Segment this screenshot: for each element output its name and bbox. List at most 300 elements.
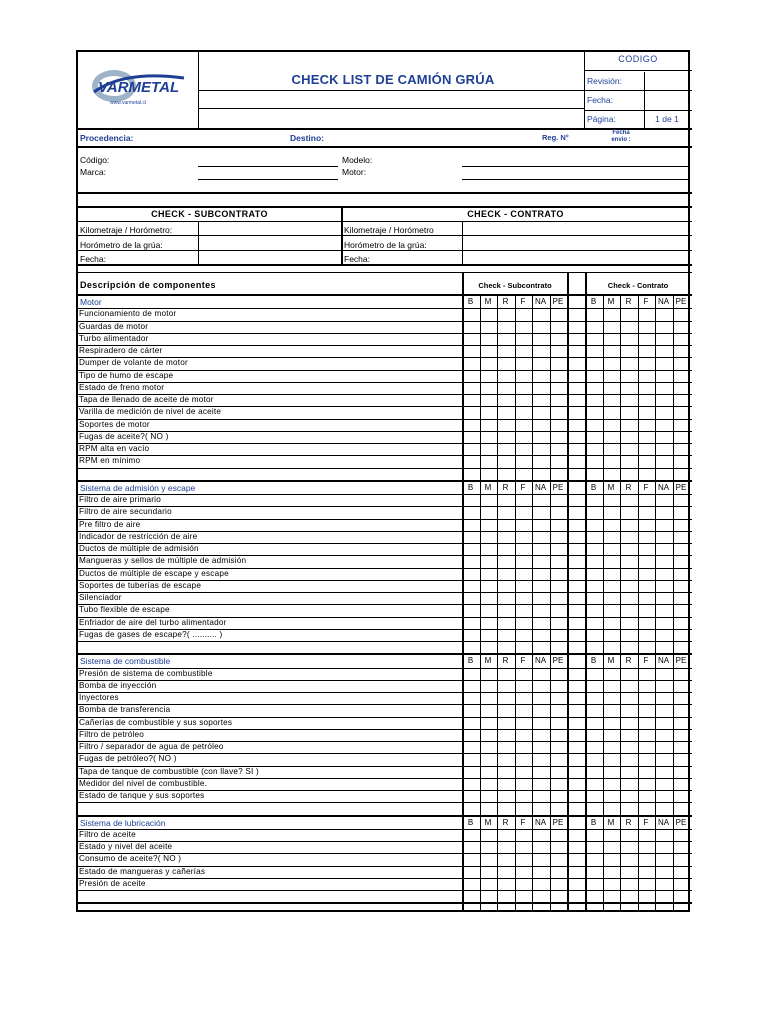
check-cell-contrato[interactable]: [604, 469, 620, 479]
check-cell-subcontrato[interactable]: [498, 742, 514, 752]
check-cell-contrato[interactable]: [604, 842, 620, 852]
check-cell-contrato[interactable]: [604, 669, 620, 679]
check-cell-subcontrato[interactable]: [481, 779, 497, 789]
check-cell-subcontrato[interactable]: [498, 569, 514, 579]
check-cell-subcontrato[interactable]: [551, 830, 567, 840]
check-cell-contrato[interactable]: [639, 681, 655, 691]
check-cell-contrato[interactable]: [621, 371, 637, 381]
check-cell-contrato[interactable]: [586, 867, 602, 877]
check-cell-contrato[interactable]: [656, 842, 672, 852]
check-cell-subcontrato[interactable]: [498, 642, 514, 652]
check-cell-subcontrato[interactable]: [533, 456, 549, 466]
check-cell-contrato[interactable]: [656, 383, 672, 393]
check-cell-contrato[interactable]: [621, 544, 637, 554]
check-cell-contrato[interactable]: [586, 730, 602, 740]
check-cell-contrato[interactable]: [656, 593, 672, 603]
check-cell-subcontrato[interactable]: [498, 358, 514, 368]
check-cell-subcontrato[interactable]: [551, 371, 567, 381]
check-cell-contrato[interactable]: [586, 383, 602, 393]
check-cell-contrato[interactable]: [656, 830, 672, 840]
check-cell-contrato[interactable]: [621, 879, 637, 889]
check-cell-subcontrato[interactable]: [516, 309, 532, 319]
check-cell-contrato[interactable]: [674, 618, 690, 628]
check-cell-subcontrato[interactable]: [533, 532, 549, 542]
check-cell-subcontrato[interactable]: [463, 642, 479, 652]
check-cell-subcontrato[interactable]: [498, 842, 514, 852]
check-cell-subcontrato[interactable]: [481, 371, 497, 381]
check-cell-subcontrato[interactable]: [498, 407, 514, 417]
check-cell-contrato[interactable]: [586, 407, 602, 417]
check-cell-contrato[interactable]: [639, 767, 655, 777]
check-cell-subcontrato[interactable]: [481, 532, 497, 542]
check-cell-subcontrato[interactable]: [533, 681, 549, 691]
check-cell-subcontrato[interactable]: [516, 879, 532, 889]
check-cell-contrato[interactable]: [586, 520, 602, 530]
check-cell-subcontrato[interactable]: [533, 507, 549, 517]
check-cell-contrato[interactable]: [674, 581, 690, 591]
check-cell-contrato[interactable]: [621, 309, 637, 319]
check-cell-subcontrato[interactable]: [481, 346, 497, 356]
check-cell-subcontrato[interactable]: [533, 322, 549, 332]
check-cell-subcontrato[interactable]: [516, 842, 532, 852]
check-cell-subcontrato[interactable]: [551, 544, 567, 554]
check-cell-subcontrato[interactable]: [498, 767, 514, 777]
check-cell-subcontrato[interactable]: [516, 334, 532, 344]
check-cell-contrato[interactable]: [586, 879, 602, 889]
check-cell-contrato[interactable]: [639, 581, 655, 591]
check-cell-contrato[interactable]: [621, 395, 637, 405]
check-cell-subcontrato[interactable]: [481, 358, 497, 368]
check-cell-subcontrato[interactable]: [516, 358, 532, 368]
check-cell-contrato[interactable]: [674, 371, 690, 381]
check-cell-contrato[interactable]: [604, 456, 620, 466]
check-cell-contrato[interactable]: [586, 309, 602, 319]
check-cell-contrato[interactable]: [656, 642, 672, 652]
check-cell-contrato[interactable]: [586, 556, 602, 566]
check-cell-subcontrato[interactable]: [516, 669, 532, 679]
check-cell-contrato[interactable]: [639, 705, 655, 715]
check-cell-contrato[interactable]: [674, 693, 690, 703]
check-cell-contrato[interactable]: [674, 854, 690, 864]
check-cell-subcontrato[interactable]: [551, 432, 567, 442]
check-cell-contrato[interactable]: [674, 507, 690, 517]
check-cell-contrato[interactable]: [586, 693, 602, 703]
check-cell-subcontrato[interactable]: [533, 791, 549, 801]
check-cell-subcontrato[interactable]: [498, 346, 514, 356]
check-cell-contrato[interactable]: [621, 605, 637, 615]
check-cell-contrato[interactable]: [621, 803, 637, 813]
check-cell-subcontrato[interactable]: [551, 407, 567, 417]
check-cell-contrato[interactable]: [656, 730, 672, 740]
check-cell-contrato[interactable]: [639, 854, 655, 864]
check-cell-contrato[interactable]: [674, 842, 690, 852]
check-cell-contrato[interactable]: [674, 395, 690, 405]
check-cell-subcontrato[interactable]: [481, 569, 497, 579]
check-cell-subcontrato[interactable]: [481, 803, 497, 813]
check-cell-contrato[interactable]: [604, 334, 620, 344]
check-cell-contrato[interactable]: [656, 544, 672, 554]
check-cell-contrato[interactable]: [674, 830, 690, 840]
check-cell-subcontrato[interactable]: [463, 842, 479, 852]
check-cell-contrato[interactable]: [586, 742, 602, 752]
check-cell-contrato[interactable]: [639, 891, 655, 901]
check-cell-subcontrato[interactable]: [516, 705, 532, 715]
check-cell-contrato[interactable]: [621, 791, 637, 801]
check-cell-contrato[interactable]: [674, 532, 690, 542]
check-cell-contrato[interactable]: [674, 520, 690, 530]
check-cell-subcontrato[interactable]: [481, 456, 497, 466]
check-cell-contrato[interactable]: [656, 395, 672, 405]
check-cell-contrato[interactable]: [586, 681, 602, 691]
check-cell-contrato[interactable]: [586, 593, 602, 603]
check-cell-subcontrato[interactable]: [533, 420, 549, 430]
check-cell-subcontrato[interactable]: [481, 605, 497, 615]
check-cell-contrato[interactable]: [621, 383, 637, 393]
check-cell-subcontrato[interactable]: [498, 507, 514, 517]
check-cell-subcontrato[interactable]: [516, 830, 532, 840]
check-cell-subcontrato[interactable]: [463, 346, 479, 356]
check-cell-contrato[interactable]: [656, 791, 672, 801]
check-cell-subcontrato[interactable]: [533, 371, 549, 381]
check-cell-subcontrato[interactable]: [498, 718, 514, 728]
check-cell-subcontrato[interactable]: [481, 718, 497, 728]
check-cell-subcontrato[interactable]: [533, 867, 549, 877]
check-cell-contrato[interactable]: [656, 507, 672, 517]
check-cell-subcontrato[interactable]: [516, 742, 532, 752]
check-cell-subcontrato[interactable]: [481, 891, 497, 901]
check-cell-contrato[interactable]: [586, 322, 602, 332]
check-cell-subcontrato[interactable]: [516, 322, 532, 332]
check-cell-contrato[interactable]: [656, 879, 672, 889]
check-cell-subcontrato[interactable]: [516, 854, 532, 864]
check-cell-contrato[interactable]: [674, 420, 690, 430]
check-cell-subcontrato[interactable]: [551, 879, 567, 889]
check-cell-contrato[interactable]: [639, 593, 655, 603]
check-cell-contrato[interactable]: [604, 556, 620, 566]
check-cell-subcontrato[interactable]: [533, 879, 549, 889]
check-cell-subcontrato[interactable]: [481, 334, 497, 344]
check-cell-subcontrato[interactable]: [498, 891, 514, 901]
check-cell-subcontrato[interactable]: [481, 544, 497, 554]
check-cell-subcontrato[interactable]: [533, 642, 549, 652]
check-cell-contrato[interactable]: [621, 358, 637, 368]
check-cell-contrato[interactable]: [656, 854, 672, 864]
check-cell-contrato[interactable]: [656, 432, 672, 442]
check-cell-contrato[interactable]: [674, 469, 690, 479]
check-cell-subcontrato[interactable]: [533, 569, 549, 579]
check-cell-contrato[interactable]: [674, 322, 690, 332]
check-cell-contrato[interactable]: [639, 569, 655, 579]
check-cell-subcontrato[interactable]: [463, 407, 479, 417]
check-cell-subcontrato[interactable]: [498, 593, 514, 603]
check-cell-contrato[interactable]: [674, 779, 690, 789]
check-cell-contrato[interactable]: [656, 693, 672, 703]
check-cell-contrato[interactable]: [604, 830, 620, 840]
check-cell-subcontrato[interactable]: [481, 742, 497, 752]
check-cell-subcontrato[interactable]: [551, 520, 567, 530]
check-cell-subcontrato[interactable]: [516, 520, 532, 530]
check-cell-subcontrato[interactable]: [481, 681, 497, 691]
check-cell-contrato[interactable]: [586, 618, 602, 628]
check-cell-subcontrato[interactable]: [481, 791, 497, 801]
check-cell-contrato[interactable]: [656, 334, 672, 344]
check-cell-contrato[interactable]: [621, 669, 637, 679]
check-cell-subcontrato[interactable]: [481, 469, 497, 479]
check-cell-contrato[interactable]: [604, 309, 620, 319]
check-cell-subcontrato[interactable]: [463, 867, 479, 877]
check-cell-contrato[interactable]: [586, 358, 602, 368]
check-cell-contrato[interactable]: [621, 334, 637, 344]
check-cell-contrato[interactable]: [639, 630, 655, 640]
check-cell-contrato[interactable]: [621, 322, 637, 332]
check-cell-contrato[interactable]: [604, 432, 620, 442]
check-cell-contrato[interactable]: [621, 495, 637, 505]
check-cell-subcontrato[interactable]: [481, 630, 497, 640]
check-cell-subcontrato[interactable]: [516, 779, 532, 789]
check-cell-contrato[interactable]: [621, 432, 637, 442]
check-cell-subcontrato[interactable]: [551, 444, 567, 454]
check-cell-contrato[interactable]: [674, 407, 690, 417]
check-cell-subcontrato[interactable]: [551, 322, 567, 332]
check-cell-subcontrato[interactable]: [551, 803, 567, 813]
check-cell-subcontrato[interactable]: [481, 618, 497, 628]
check-cell-contrato[interactable]: [656, 456, 672, 466]
check-cell-contrato[interactable]: [639, 334, 655, 344]
check-cell-subcontrato[interactable]: [481, 754, 497, 764]
check-cell-contrato[interactable]: [656, 803, 672, 813]
check-cell-contrato[interactable]: [639, 309, 655, 319]
check-cell-subcontrato[interactable]: [516, 346, 532, 356]
check-cell-subcontrato[interactable]: [481, 767, 497, 777]
check-cell-contrato[interactable]: [621, 705, 637, 715]
check-cell-subcontrato[interactable]: [533, 854, 549, 864]
check-cell-contrato[interactable]: [621, 420, 637, 430]
check-cell-contrato[interactable]: [586, 456, 602, 466]
check-cell-contrato[interactable]: [656, 581, 672, 591]
check-cell-subcontrato[interactable]: [551, 867, 567, 877]
check-cell-subcontrato[interactable]: [481, 669, 497, 679]
check-cell-subcontrato[interactable]: [463, 495, 479, 505]
check-cell-contrato[interactable]: [586, 669, 602, 679]
check-cell-contrato[interactable]: [621, 718, 637, 728]
check-cell-subcontrato[interactable]: [481, 642, 497, 652]
check-cell-subcontrato[interactable]: [516, 718, 532, 728]
check-cell-subcontrato[interactable]: [498, 618, 514, 628]
check-cell-contrato[interactable]: [656, 420, 672, 430]
check-cell-contrato[interactable]: [604, 444, 620, 454]
check-cell-subcontrato[interactable]: [551, 593, 567, 603]
check-cell-contrato[interactable]: [639, 358, 655, 368]
check-cell-subcontrato[interactable]: [551, 791, 567, 801]
check-cell-contrato[interactable]: [604, 803, 620, 813]
check-cell-subcontrato[interactable]: [498, 432, 514, 442]
check-cell-subcontrato[interactable]: [498, 669, 514, 679]
check-cell-contrato[interactable]: [639, 420, 655, 430]
check-cell-contrato[interactable]: [639, 383, 655, 393]
check-cell-contrato[interactable]: [639, 544, 655, 554]
check-cell-contrato[interactable]: [674, 444, 690, 454]
check-cell-contrato[interactable]: [586, 395, 602, 405]
check-cell-subcontrato[interactable]: [498, 383, 514, 393]
check-cell-contrato[interactable]: [621, 456, 637, 466]
check-cell-contrato[interactable]: [604, 867, 620, 877]
check-cell-subcontrato[interactable]: [463, 767, 479, 777]
modelo-field[interactable]: [462, 166, 690, 167]
check-cell-subcontrato[interactable]: [551, 842, 567, 852]
check-cell-contrato[interactable]: [586, 791, 602, 801]
check-cell-contrato[interactable]: [674, 630, 690, 640]
check-cell-contrato[interactable]: [639, 842, 655, 852]
check-cell-subcontrato[interactable]: [516, 593, 532, 603]
check-cell-subcontrato[interactable]: [498, 681, 514, 691]
check-cell-subcontrato[interactable]: [551, 681, 567, 691]
check-cell-contrato[interactable]: [674, 867, 690, 877]
check-cell-contrato[interactable]: [621, 630, 637, 640]
check-cell-contrato[interactable]: [674, 803, 690, 813]
check-cell-subcontrato[interactable]: [463, 420, 479, 430]
check-cell-contrato[interactable]: [639, 693, 655, 703]
check-cell-subcontrato[interactable]: [516, 730, 532, 740]
check-cell-contrato[interactable]: [604, 693, 620, 703]
check-cell-contrato[interactable]: [656, 495, 672, 505]
check-cell-subcontrato[interactable]: [463, 830, 479, 840]
check-cell-subcontrato[interactable]: [498, 779, 514, 789]
check-cell-subcontrato[interactable]: [498, 867, 514, 877]
check-cell-subcontrato[interactable]: [463, 520, 479, 530]
check-cell-subcontrato[interactable]: [481, 395, 497, 405]
check-cell-contrato[interactable]: [604, 642, 620, 652]
check-cell-contrato[interactable]: [604, 754, 620, 764]
check-cell-subcontrato[interactable]: [463, 718, 479, 728]
check-cell-contrato[interactable]: [604, 791, 620, 801]
check-cell-contrato[interactable]: [586, 444, 602, 454]
check-cell-contrato[interactable]: [674, 593, 690, 603]
check-cell-contrato[interactable]: [639, 520, 655, 530]
check-cell-contrato[interactable]: [586, 718, 602, 728]
check-cell-contrato[interactable]: [621, 407, 637, 417]
check-cell-contrato[interactable]: [604, 854, 620, 864]
check-cell-subcontrato[interactable]: [533, 605, 549, 615]
check-cell-contrato[interactable]: [639, 371, 655, 381]
check-cell-contrato[interactable]: [656, 556, 672, 566]
check-cell-subcontrato[interactable]: [533, 891, 549, 901]
check-cell-subcontrato[interactable]: [533, 618, 549, 628]
check-cell-contrato[interactable]: [639, 444, 655, 454]
check-cell-contrato[interactable]: [604, 581, 620, 591]
check-cell-subcontrato[interactable]: [516, 532, 532, 542]
check-cell-subcontrato[interactable]: [516, 569, 532, 579]
check-cell-subcontrato[interactable]: [463, 593, 479, 603]
check-cell-contrato[interactable]: [604, 767, 620, 777]
check-cell-subcontrato[interactable]: [463, 581, 479, 591]
check-cell-contrato[interactable]: [586, 569, 602, 579]
check-cell-contrato[interactable]: [639, 556, 655, 566]
check-cell-contrato[interactable]: [621, 730, 637, 740]
check-cell-contrato[interactable]: [656, 569, 672, 579]
check-cell-subcontrato[interactable]: [516, 867, 532, 877]
check-cell-subcontrato[interactable]: [516, 432, 532, 442]
marca-field[interactable]: [198, 179, 338, 180]
check-cell-subcontrato[interactable]: [481, 581, 497, 591]
check-cell-contrato[interactable]: [656, 705, 672, 715]
check-cell-subcontrato[interactable]: [498, 830, 514, 840]
check-cell-contrato[interactable]: [639, 669, 655, 679]
check-cell-contrato[interactable]: [639, 742, 655, 752]
check-cell-contrato[interactable]: [674, 730, 690, 740]
check-cell-contrato[interactable]: [586, 803, 602, 813]
check-cell-contrato[interactable]: [639, 507, 655, 517]
check-cell-contrato[interactable]: [604, 358, 620, 368]
check-cell-subcontrato[interactable]: [533, 767, 549, 777]
check-cell-subcontrato[interactable]: [516, 642, 532, 652]
check-cell-subcontrato[interactable]: [498, 879, 514, 889]
check-cell-subcontrato[interactable]: [533, 718, 549, 728]
check-cell-subcontrato[interactable]: [463, 618, 479, 628]
check-cell-subcontrato[interactable]: [463, 754, 479, 764]
check-cell-subcontrato[interactable]: [551, 532, 567, 542]
check-cell-contrato[interactable]: [639, 346, 655, 356]
check-cell-contrato[interactable]: [639, 395, 655, 405]
check-cell-subcontrato[interactable]: [551, 742, 567, 752]
check-cell-subcontrato[interactable]: [551, 669, 567, 679]
check-cell-subcontrato[interactable]: [481, 520, 497, 530]
check-cell-subcontrato[interactable]: [533, 593, 549, 603]
check-cell-subcontrato[interactable]: [533, 669, 549, 679]
check-cell-subcontrato[interactable]: [463, 544, 479, 554]
check-cell-contrato[interactable]: [621, 779, 637, 789]
check-cell-subcontrato[interactable]: [533, 730, 549, 740]
check-cell-subcontrato[interactable]: [551, 754, 567, 764]
check-cell-subcontrato[interactable]: [533, 556, 549, 566]
check-cell-contrato[interactable]: [674, 791, 690, 801]
check-cell-subcontrato[interactable]: [551, 346, 567, 356]
check-cell-subcontrato[interactable]: [516, 556, 532, 566]
check-cell-contrato[interactable]: [604, 605, 620, 615]
check-cell-contrato[interactable]: [604, 495, 620, 505]
check-cell-subcontrato[interactable]: [463, 383, 479, 393]
check-cell-contrato[interactable]: [639, 879, 655, 889]
check-cell-subcontrato[interactable]: [463, 630, 479, 640]
check-cell-subcontrato[interactable]: [463, 891, 479, 901]
check-cell-subcontrato[interactable]: [533, 383, 549, 393]
check-cell-contrato[interactable]: [621, 642, 637, 652]
check-cell-subcontrato[interactable]: [463, 791, 479, 801]
check-cell-subcontrato[interactable]: [463, 469, 479, 479]
check-cell-contrato[interactable]: [656, 681, 672, 691]
check-cell-subcontrato[interactable]: [516, 456, 532, 466]
check-cell-contrato[interactable]: [656, 469, 672, 479]
check-cell-subcontrato[interactable]: [498, 803, 514, 813]
check-cell-subcontrato[interactable]: [551, 705, 567, 715]
check-cell-contrato[interactable]: [586, 705, 602, 715]
check-cell-contrato[interactable]: [656, 867, 672, 877]
check-cell-subcontrato[interactable]: [516, 693, 532, 703]
check-cell-subcontrato[interactable]: [551, 507, 567, 517]
check-cell-contrato[interactable]: [586, 581, 602, 591]
check-cell-contrato[interactable]: [674, 309, 690, 319]
check-cell-contrato[interactable]: [604, 371, 620, 381]
check-cell-contrato[interactable]: [674, 705, 690, 715]
check-cell-subcontrato[interactable]: [463, 605, 479, 615]
check-cell-contrato[interactable]: [621, 854, 637, 864]
check-cell-subcontrato[interactable]: [498, 495, 514, 505]
check-cell-subcontrato[interactable]: [516, 618, 532, 628]
check-cell-contrato[interactable]: [674, 767, 690, 777]
check-cell-contrato[interactable]: [604, 544, 620, 554]
check-cell-subcontrato[interactable]: [516, 420, 532, 430]
check-cell-contrato[interactable]: [621, 507, 637, 517]
check-cell-subcontrato[interactable]: [498, 322, 514, 332]
